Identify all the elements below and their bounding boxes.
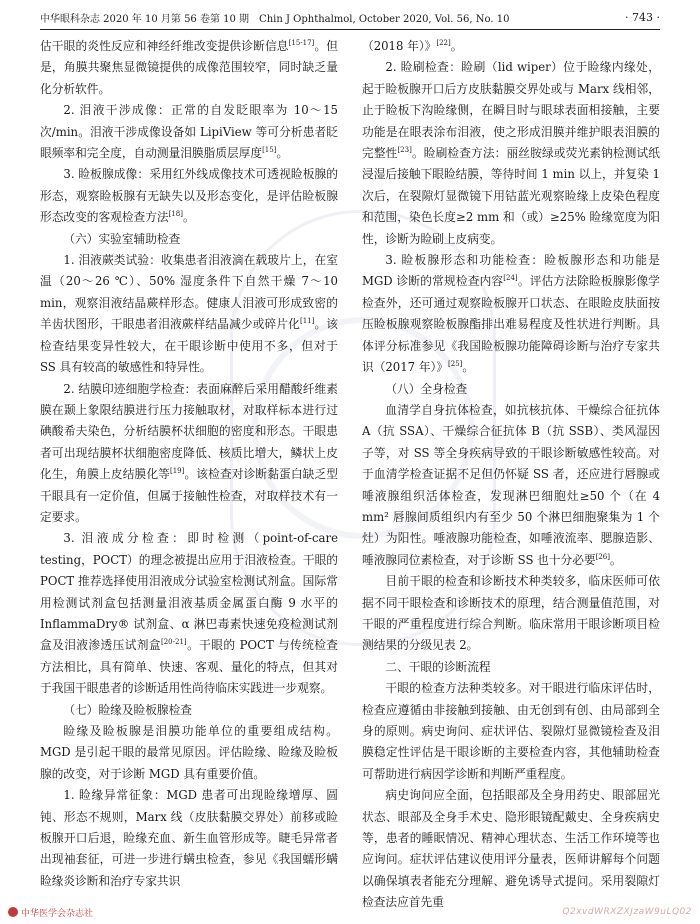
left-column [40, 36, 338, 896]
paragraph-text: 二、干眼的诊断流程 [385, 659, 491, 674]
paragraph-text: 。但是，角膜共聚焦显微镜提供的成像范围较窄，同时缺乏量化分析软件。 [40, 39, 338, 96]
paragraph-text: 。 [276, 146, 289, 161]
section-heading [40, 700, 338, 721]
paragraph-text: （六）实验室辅助检查 [63, 231, 181, 246]
citation-ref: [23] [397, 146, 412, 155]
citation-ref: [25] [448, 360, 463, 369]
section-heading [40, 229, 338, 250]
paragraph-text: 1. 睑缘异常征象：MGD 患者可出现睑缘增厚、圆钝、形态不规则，Marx 线（皮肤黏膜交界处）前移或睑板腺开口后退，睑缘充血、新生血管形成等。睫毛异常者出现袖套征，可进一步进行螨虫检查，参见《我国蠕形螨睑缘炎诊断和治疗专家共识 [40, 788, 338, 888]
paragraph-text: 。评估方法除睑板腺影像学检查外，还可通过观察睑板腺开口状态、在眼睑皮肤面按压睑板腺观察睑板腺酯排出难易程度及性状进行判断。具体评分标准参见《我国睑板腺功能障碍诊断与治疗专家共识（2017 年）》 [362, 274, 660, 375]
citation-ref: [24] [503, 274, 518, 283]
paragraph-text: 3. 睑板腺成像：采用红外线成像技术可透视睑板腺的形态，观察睑板腺有无缺失以及形态变化，是评估睑板腺形态改变的客观检查方法 [40, 167, 338, 225]
paragraph-text: 3. 睑板腺形态和功能检查：睑板腺形态和功能是 MGD 诊断的常规检查内容 [362, 253, 660, 289]
paragraph-text: 。睑刷检查方法：丽丝胺绿或荧光素钠检测试纸浸湿后接触下眼睑结膜，等待时间 1 min 以上，并复染 1 次后，在裂隙灯显微镜下用钴蓝光观察睑缘上皮染色程度和范围，染色长度≥2 mm 和（或）≥25% 睑缘宽度为阳性，诊断为睑刷上皮病变 [362, 146, 660, 246]
page-footer [0, 900, 700, 924]
paragraph-text: 3. 泪液成分检查：即时检测（point-of-care testing，POCT）的理念被提出应用于泪液检查。干眼的 POCT 推荐选择使用泪液成分试验室检测试剂盒。国际常用检测试剂盒包括测量泪液基质金属蛋白酶 9 水平的 InflammaDry® 试剂盒、α 淋巴毒素快速免疫检测试剂盒及泪液渗透压试剂盒 [40, 531, 338, 653]
paragraph [40, 100, 338, 164]
citation-ref: [19] [169, 467, 185, 476]
paragraph [40, 785, 338, 892]
paragraph-text: 1. 泪液蕨类试验：收集患者泪液滴在载玻片上，在室温（20～26 ℃）、50% 湿度条件下自然干燥 7～10 min，观察泪液结晶蕨样形态。健康人泪液可形成致密的羊齿状图形，干眼患者泪液蕨样结晶减少或碎片化 [40, 253, 338, 332]
paragraph-text: 病史询问应全面，包括眼部及全身用药史、眼部屈光状态、眼部及全身手术史、隐形眼镜配戴史、全身疾病史等，患者的睡眠情况、精神心理状态、生活工作环境等也应询问。症状评估建议使用评分量表，医师讲解每个问题以确保填表者能充分理解、避免诱导式提问。采用裂隙灯检查法应首先重 [362, 788, 660, 910]
paragraph [362, 400, 660, 571]
paragraph-text: 估干眼的炎性反应和神经纤维改变提供诊断信息 [40, 39, 289, 53]
paragraph-text: （2018 年）》 [362, 39, 437, 53]
paragraph-text: 。 [182, 210, 195, 225]
citation-ref: [20-21] [161, 638, 187, 647]
paragraph [362, 785, 660, 913]
paragraph-text: 目前干眼的检查和诊断技术种类较多，临床医师可依据不同干眼检查和诊断技术的原理，结合测量值范围，对干眼的严重程度进行综合判断。临床常用干眼诊断项目检测结果的分级见表 2。 [362, 574, 660, 653]
paragraph-text: 血清学自身抗体检查，如抗核抗体、干燥综合征抗体 A（抗 SSA）、干燥综合征抗体 B（抗 SSB）、类风湿因子等，对 SS 等全身疾病导致的干眼诊断敏感性较高。对于血清学检查证据不足但仍怀疑 SS 者，还应进行唇腺或唾液腺组织活体检查，发现淋巴细胞灶≥50 个（在 4 mm² 唇腺间质组织内有至少 50 个淋巴细胞聚集为 1 个灶）为阳性。唾液腺功能检查，如唾液流率、腮腺造影、唾液腺同位素检查，对于诊断 SS 也十分必要 [362, 402, 660, 567]
publisher-name: 中华医学会杂志社 [21, 908, 94, 919]
paragraph [40, 36, 338, 100]
footer-code: Q2xvdWRXZXJzaW9uLQ02 [562, 907, 692, 917]
paragraph [40, 721, 338, 785]
right-column [362, 36, 660, 910]
citation-ref: [22] [436, 39, 451, 48]
running-header [40, 8, 660, 30]
paragraph-text: 。干眼的 POCT 与传统检查方法相比，具有简单、快速、客观、量化的特点，但其对于我国干眼患者的诊断适用性尚待临床实践进一步观察。 [40, 638, 338, 696]
paragraph [40, 379, 338, 529]
paragraph-text: 睑缘及睑板腺是泪膜功能单位的重要组成结构。MGD 是引起干眼的最常见原因。评估睑缘、睑缘及睑板腺的改变，对于诊断 MGD 具有重要价值。 [40, 724, 338, 781]
citation-ref: [15-17] [288, 39, 315, 48]
paragraph-text: 。该检查对诊断黏蛋白缺乏型干眼具有一定价值，但属于接触性检查，对取样技术有一定要求。 [40, 467, 338, 524]
section-heading [362, 379, 660, 400]
paragraph [40, 164, 338, 228]
paragraph-text: 干眼的检查方法种类较多。对干眼进行临床评估时，检查应遵循由非接触到接触、由无创到有创、由局部到全身的原则。病史询问、症状评估、裂隙灯显微镜检查及泪膜稳定性评估是干眼诊断的主要检查内容，其他辅助检查可帮助进行病因学诊断和判断严重程度。 [362, 681, 660, 781]
paragraph-text: 。该检查结果变异性较大，在干眼诊断中使用不多，但对于 SS 具有较高的敏感性和特异性。 [40, 317, 338, 375]
paragraph [362, 250, 660, 378]
paragraph-text: （八）全身检查 [385, 381, 468, 396]
journal-citation: 中华眼科杂志 2020 年 10 月第 56 卷第 10 期 Chin J Ophthalmol, October 2020, Vol. 56, No. 10 [40, 13, 510, 25]
paragraph [40, 250, 338, 378]
publisher-logo-icon [8, 907, 18, 917]
citation-ref: [18] [168, 210, 183, 219]
paragraph-text: 。 [490, 231, 503, 246]
section-heading [362, 657, 660, 678]
paragraph-text: 。 [610, 552, 622, 567]
page-number: · 743 · [625, 10, 660, 24]
paragraph-text: 2. 睑刷检查：睑刷（lid wiper）位于睑缘内缘处，起于睑板腺开口后方皮肤黏膜交界处或与 Marx 线相邻，止于睑板下沟睑缘侧，在瞬目时与眼球表面相接触，主要功能是在眼表涂布泪液，使之形成泪膜并维护眼表泪膜的完整性 [362, 60, 660, 161]
publisher-logo [8, 906, 93, 919]
paragraph-text: 。 [450, 39, 463, 53]
paragraph [362, 678, 660, 785]
paragraph-text: （七）睑缘及睑板腺检查 [63, 702, 192, 717]
citation-ref: [15] [262, 146, 277, 155]
paragraph-text: 2. 泪液干涉成像：正常的自发眨眼率为 10～15 次/min。泪液干涉成像设备如 LipiView 等可分析患者眨眼频率和完全度，自动测量泪膜脂质层厚度 [40, 103, 338, 161]
paragraph-text: 2. 结膜印迹细胞学检查：表面麻醉后采用醋酸纤维素膜在颞上象限结膜进行压力接触取材，对取样标本进行过碘酸希夫染色，分析结膜杯状细胞的密度和形态。干眼患者可出现结膜杯状细胞密度降低、核质比增大，鳞状上皮化生，角膜上皮结膜化等 [40, 381, 338, 482]
paragraph [362, 36, 660, 57]
citation-ref: [11] [299, 317, 315, 326]
paragraph [362, 57, 660, 250]
paragraph-text: 。 [462, 360, 475, 375]
citation-ref: [26] [595, 552, 610, 561]
paragraph [362, 571, 660, 657]
paragraph [40, 528, 338, 699]
